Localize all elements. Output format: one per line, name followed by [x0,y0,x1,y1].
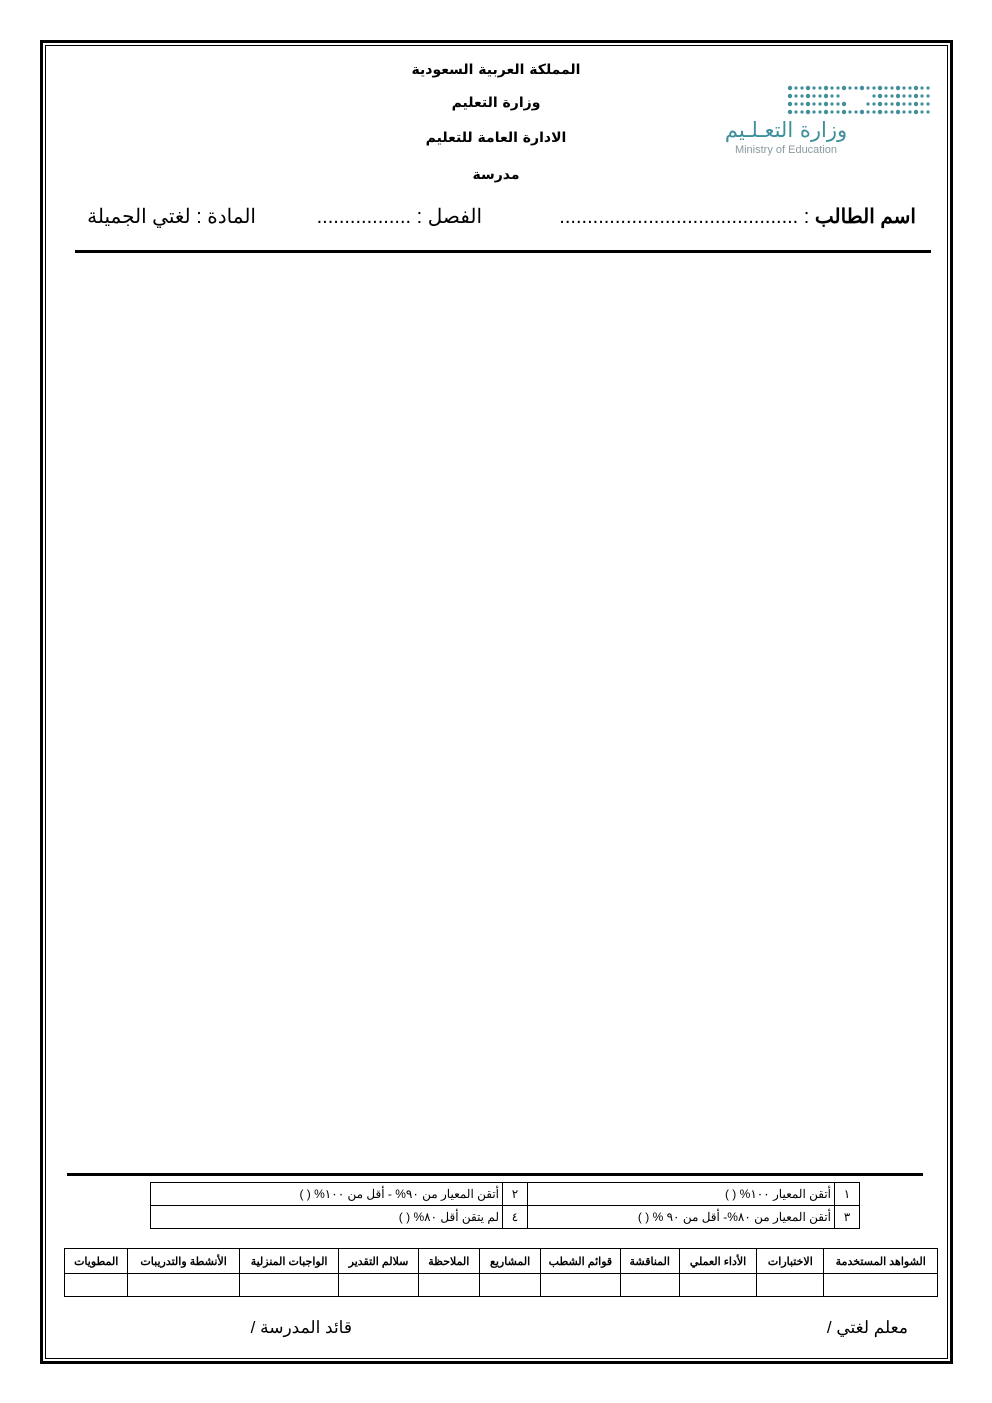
logo-dot [824,94,828,98]
logo-dot [836,94,839,97]
student-name-field[interactable]: : ........................................... [559,206,810,228]
logo-dot [926,94,929,97]
student-name-row [559,204,916,229]
logo-dot [806,86,810,90]
logo-dot [788,94,792,98]
logo-dot [890,86,893,89]
logo-dot [908,110,911,113]
logo-dot [920,102,923,105]
evidence-table [64,1248,938,1297]
logo-dot [872,102,875,105]
logo-dot [866,102,869,105]
logo-dot [788,102,792,106]
logo-dot [866,86,869,89]
logo-dot [794,94,797,97]
logo-dot [800,94,803,97]
logo-dot [812,102,815,105]
logo-dot [914,102,918,106]
logo-dot [884,94,887,97]
logo-english-text: Ministry of Education [734,144,838,156]
logo-dot [848,110,851,113]
logo-dot [860,110,864,114]
logo-dot [812,110,815,113]
teacher-signature: معلم لغتي / [826,1318,908,1337]
logo-dot [824,102,828,106]
logo-dot [806,102,810,106]
logo-dot [788,110,792,114]
logo-dot [884,102,887,105]
logo-dot [926,102,929,105]
evidence-cell[interactable] [239,1274,338,1297]
logo-dot [854,86,857,89]
directorate-title: الادارة العامة للتعليم [425,130,567,146]
logo-dot [908,94,911,97]
logo-dot [848,86,851,89]
class-label: الفصل : [416,206,482,228]
logo-dot [806,94,810,98]
criteria-text: لم يتقن أقل ٨٠% ( ) [151,1206,503,1229]
evidence-header: الملاحظة [418,1249,479,1274]
logo-dot [872,110,875,113]
logo-dot [794,102,797,105]
logo-dots-icon [786,84,936,118]
logo-dot [920,86,923,89]
evidence-header: الواجبات المنزلية [239,1249,338,1274]
evidence-header: الاختبارات [757,1249,824,1274]
subject-text: المادة : لغتي الجميلة [87,206,256,228]
evidence-cell[interactable] [620,1274,679,1297]
criteria-text: أتقن المعيار من ٨٠%- أقل من ٩٠ % ( ) [528,1206,835,1229]
logo-dot [860,86,864,90]
logo-dot [824,86,828,90]
evidence-header: الأنشطة والتدريبات [128,1249,240,1274]
logo-dot [812,94,815,97]
evidence-header: المطويات [65,1249,128,1274]
content-area [60,260,932,1160]
logo-dot [806,110,810,114]
logo-dot [896,102,900,106]
logo-dot [914,86,918,90]
criteria-number: ٢ [503,1183,528,1206]
evidence-header-row [65,1249,938,1274]
logo-dot [878,94,882,98]
logo-dot [842,110,846,114]
class-row [317,204,482,229]
logo-dot [836,102,839,105]
logo-dot [896,110,900,114]
logo-dot [854,110,857,113]
logo-dot [830,94,833,97]
evidence-cell[interactable] [679,1274,756,1297]
evidence-cell[interactable] [757,1274,824,1297]
criteria-text: أتقن المعيار ١٠٠% ( ) [528,1183,835,1206]
header-divider [75,250,931,253]
logo-dot [878,86,882,90]
criteria-row [151,1206,860,1229]
logo-dot [902,102,905,105]
ministry-logo [706,82,938,164]
logo-dot [794,110,797,113]
evidence-cell[interactable] [418,1274,479,1297]
logo-dot [824,110,828,114]
logo-dot [818,110,821,113]
logo-dot [800,110,803,113]
logo-dot [884,110,887,113]
logo-dot [830,102,833,105]
student-name-label: اسم الطالب [814,206,916,228]
evidence-header: الشواهد المستخدمة [824,1249,938,1274]
logo-dot [908,102,911,105]
class-field[interactable]: ................. [316,206,412,228]
ministry-title: وزارة التعليم [451,95,541,111]
logo-arabic-text: وزارة التعـلـيم [724,118,848,142]
logo-dot [830,110,833,113]
logo-dot [908,86,911,89]
evidence-header: المشاريع [479,1249,540,1274]
logo-dot [896,86,900,90]
criteria-row [151,1183,860,1206]
logo-dot [818,94,821,97]
logo-dot [842,86,846,90]
logo-dot [902,86,905,89]
logo-dot [866,110,869,113]
logo-dot [902,110,905,113]
logo-dot [836,86,839,89]
logo-dot [788,86,792,90]
evidence-cell[interactable] [128,1274,240,1297]
logo-dot [818,102,821,105]
logo-dot [812,86,815,89]
logo-dot [896,94,900,98]
criteria-number: ٣ [835,1206,860,1229]
logo-dot [890,102,893,105]
logo-dot [842,102,846,106]
evidence-cell[interactable] [339,1274,418,1297]
footer-divider [67,1173,923,1176]
logo-dot [800,102,803,105]
logo-dot [884,86,887,89]
evidence-entry-row [65,1274,938,1297]
logo-dot [890,110,893,113]
logo-dot [872,86,875,89]
logo-dot [914,110,918,114]
evidence-cell[interactable] [824,1274,938,1297]
logo-dot [920,94,923,97]
country-title: المملكة العربية السعودية [411,62,581,78]
logo-dot [926,110,929,113]
logo-dot [872,94,875,97]
evidence-header: سلالم التقدير [339,1249,418,1274]
evidence-header: الأداء العملي [679,1249,756,1274]
logo-dot [800,86,803,89]
evidence-cell[interactable] [479,1274,540,1297]
logo-dot [890,94,893,97]
logo-dot [902,94,905,97]
criteria-text: أتقن المعيار من ٩٠% - أقل من ١٠٠% ( ) [151,1183,503,1206]
logo-dot [794,86,797,89]
evidence-header: قوائم الشطب [541,1249,620,1274]
logo-dot [878,102,882,106]
school-title: مدرسة [472,167,520,183]
logo-dot [836,110,839,113]
logo-dot [914,94,918,98]
evidence-cell[interactable] [65,1274,128,1297]
criteria-number: ٤ [503,1206,528,1229]
criteria-number: ١ [835,1183,860,1206]
criteria-table [150,1182,860,1229]
principal-signature: قائد المدرسة / [250,1318,352,1337]
logo-dot [818,86,821,89]
evidence-header: المناقشة [620,1249,679,1274]
logo-dot [920,110,923,113]
logo-dot [878,110,882,114]
evidence-cell[interactable] [541,1274,620,1297]
logo-dot [830,86,833,89]
logo-dot [926,86,929,89]
